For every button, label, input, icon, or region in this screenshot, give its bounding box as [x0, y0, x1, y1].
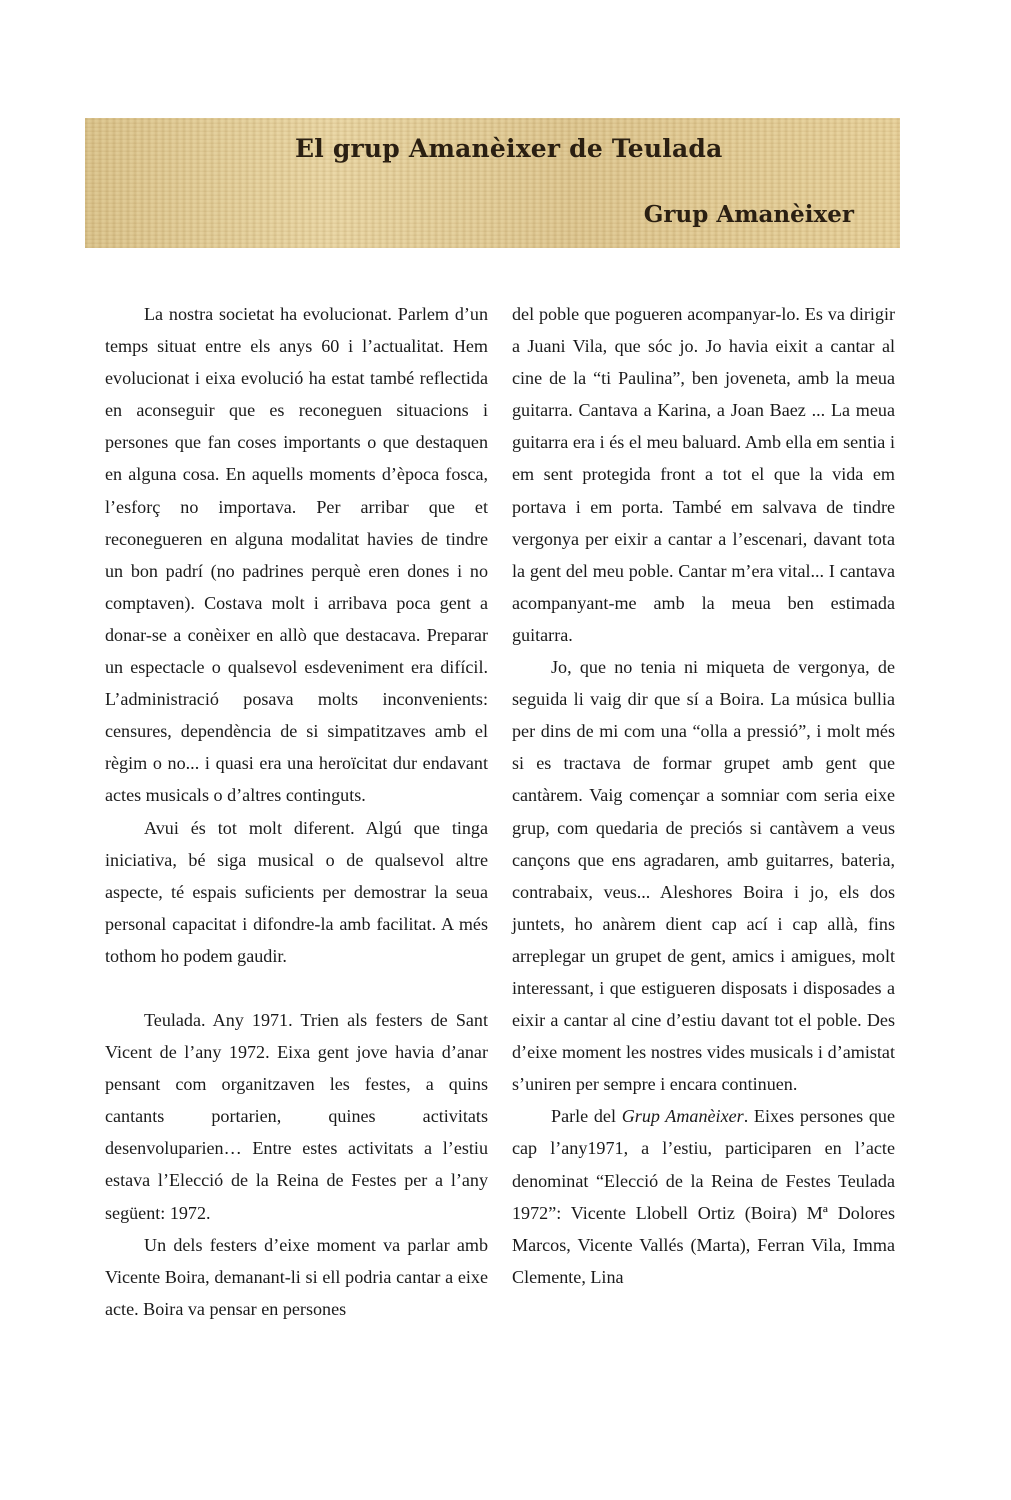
paragraph: Jo, que no tenia ni miqueta de vergonya, de seguida li vaig dir que sí a Boira. La música bullia per dins de mi com una “olla a pressió”, i molt més si es tractava de formar grupet amb gent que cantàrem. Vaig començar a somniar com seria eixe grup, com quedaria de preciós si cantàvem a veus cançons que ens agradaren, amb guitarres, bateria, contrabaix, veus... Aleshores Boira i jo, els dos juntets, ho anàrem dient cap ací i cap allà, fins arreplegar un grupet de gent, amics i amigues, molt interessant, i que estigueren disposats i disposades a eixir a cantar al cine d’estiu davant tot el poble. Des d’eixe moment les nostres vides musicals i d’amistat s’uniren per sempre i encara continuen.	[512, 657, 895, 1095]
paragraph: Teulada. Any 1971. Trien als festers de Sant Vicent de l’any 1972. Eixa gent jove havia d’anar pensant com organitzaven les festes, a quins cantants portarien, quines activitats desenvoluparien… Entre estes activitats a l’estiu estava l’Elecció de la Reina de Festes per a l’any següent: 1972.	[105, 1009, 488, 1223]
paragraph-rest: . Eixes persones que cap l’any1971, a l’estiu, participaren en l’acte denominat “Elecció de la Reina de Festes Teulada 1972”: Vicente Llobell Ortiz (Boira) Mª Dolores Marcos, Vicente Vallés (Marta), Ferran Vila, Imma Clemente, Lina	[512, 1106, 895, 1287]
article-author: Grup Amanèixer	[643, 201, 854, 228]
right-column	[512, 298, 895, 1293]
paragraph: del poble que pogueren acompanyar-lo. Es va dirigir a Juani Vila, que sóc jo. Jo havia eixit a cantar al cine de la “ti Paulina”, ben joveneta, amb la meua guitarra. Cantava a Karina, a Joan Baez ... La meua guitarra era i és el meu baluard. Amb ella em sentia i em sent protegida front a tot el que la vida em portava i em porta. També em salvava de tindre vergonya per eixir a cantar a l’escenari, davant tota la gent del meu poble. Cantar m’era vital... I cantava acompanyant-me amb la meua ben estimada guitarra.	[512, 304, 895, 645]
left-column	[105, 298, 488, 1325]
paragraph	[512, 1100, 895, 1293]
paragraph: Un dels festers d’eixe moment va parlar amb Vicente Boira, demanant-li si ell podria cantar a eixe acte. Boira va pensar en persones	[105, 1234, 488, 1319]
paragraph: La nostra societat ha evolucionat. Parlem d’un temps situat entre els anys 60 i l’actualitat. Hem evolucionat i eixa evolució ha estat també reflectida en aconseguir que es reconeguen situacions i persones que fan coses importants o que destaquen en alguna cosa. En aquells moments d’època fosca, l’esforç no importava. Per arribar que et reconegueren en alguna modalitat havies de tindre un bon padrí (no padrines perquè eren dones i no comptaven). Costava molt i arribava poca gent a donar-se a conèixer en allò que destacava. Preparar un espectacle o qualsevol esdeveniment era difícil. L’administració posava molts inconvenients: censures, dependència de si simpatitzaves amb el règim o no... i quasi era una heroïcitat dur endavant actes musicals o d’altres continguts.	[105, 304, 488, 806]
paragraph-lead: Parle del	[551, 1106, 622, 1127]
title-banner	[85, 118, 900, 248]
article-title: El grup Amanèixer de Teulada	[295, 134, 723, 163]
paragraph: Avui és tot molt diferent. Algú que tinga iniciativa, bé siga musical o de qualsevol altre aspecte, té espais suficients per demostrar la seua personal capacitat i difondre-la amb facilitat. A més tothom ho podem gaudir.	[105, 817, 488, 966]
group-name-emphasis: Grup Amanèixer	[621, 1106, 744, 1127]
